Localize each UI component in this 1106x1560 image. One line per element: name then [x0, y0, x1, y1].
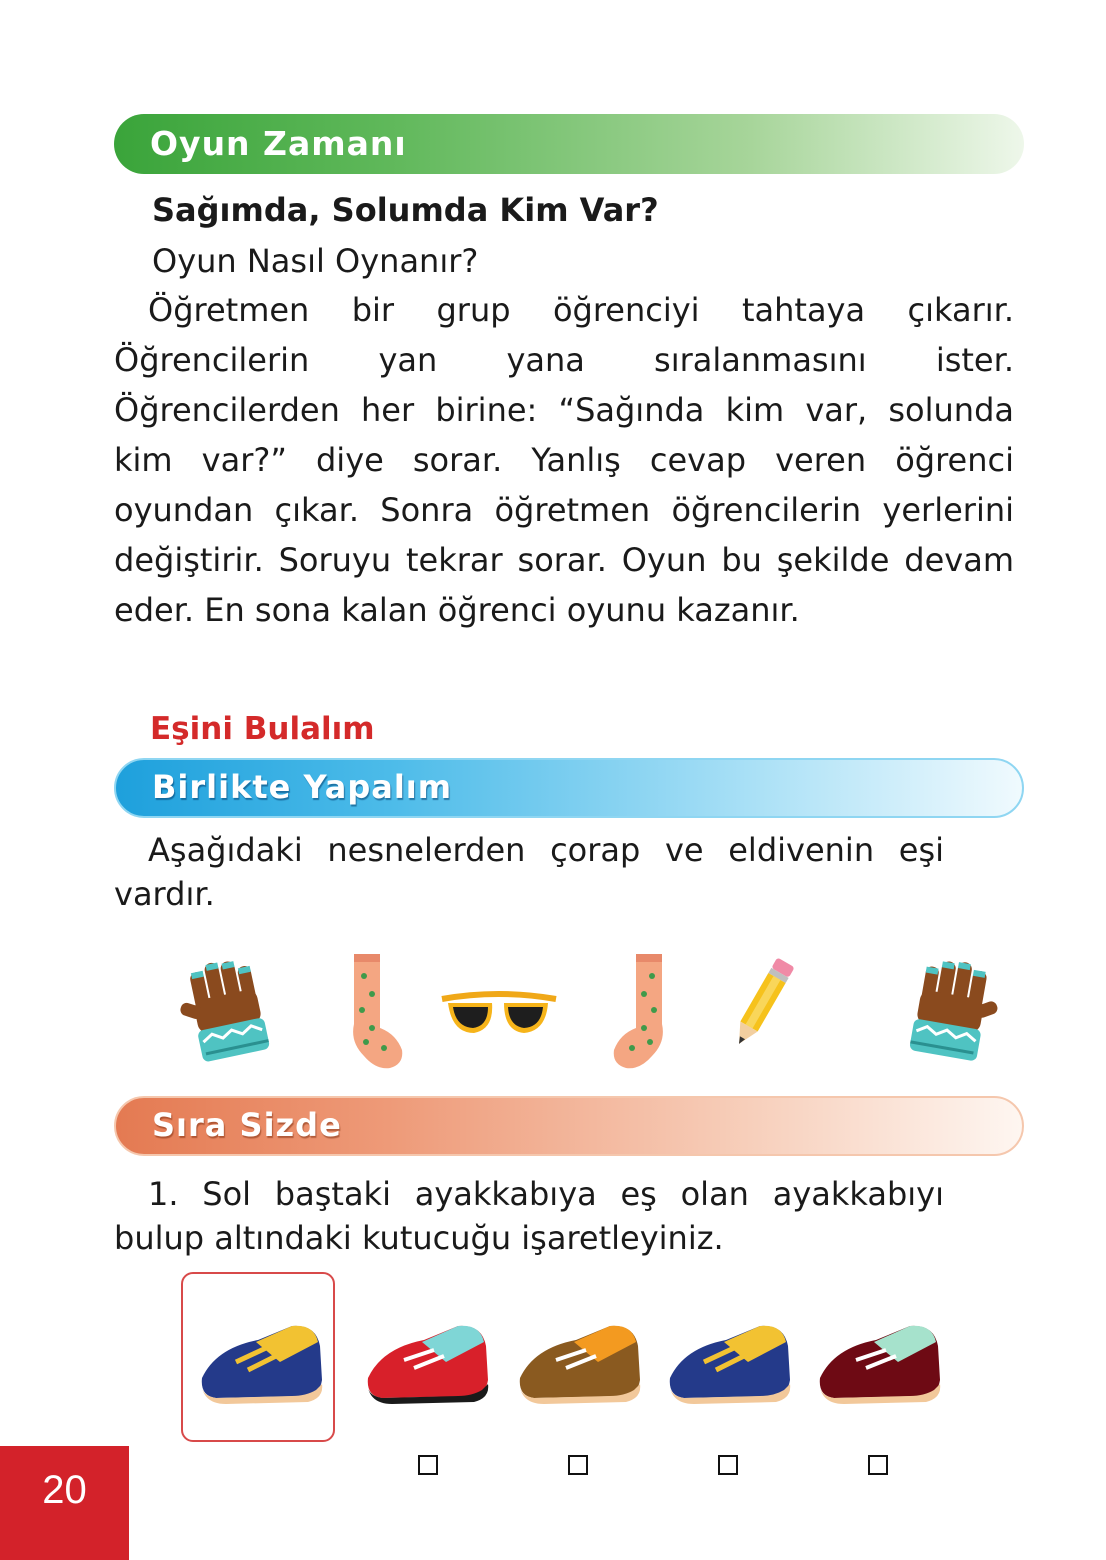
- game-subtitle: Oyun Nasıl Oynanır?: [152, 242, 479, 280]
- pencil-icon: [724, 954, 800, 1054]
- shoe-icon: [514, 1318, 648, 1410]
- section-banner-birlikte-yapalim: [114, 758, 1024, 818]
- game-instructions: Öğretmen bir grup öğrenciyi tahtaya çıkarır. Öğrencilerin yan yana sıralanmasını ister. Öğrencilerden her birine: “Sağında kim var, solunda kim var?” diye sorar. Yanlış cevap veren öğrenci oyundan çıkar. Sonra öğretmen öğrencilerin yerlerini değiştirir. Soruyu tekrar sorar. Oyun bu şekilde devam eder. En sona kalan öğrenci oyunu kazanır.: [114, 291, 1014, 629]
- section-heading-esini-bulalim: Eşini Bulalım: [150, 711, 375, 747]
- banner-title: Birlikte Yapalım: [152, 768, 453, 806]
- sock-icon: [346, 950, 412, 1074]
- shoe-icon: [664, 1318, 798, 1410]
- shoe-checkbox-5[interactable]: [868, 1455, 888, 1475]
- section-banner-sira-sizde: [114, 1096, 1024, 1156]
- glove-icon: [180, 958, 280, 1064]
- shoe-checkbox-3[interactable]: [568, 1455, 588, 1475]
- matching-instruction: Aşağıdaki nesnelerden çorap ve eldivenin eşi vardır.: [114, 831, 944, 913]
- task-instruction: 1. Sol baştaki ayakkabıya eş olan ayakkabıyı bulup altındaki kutucuğu işaretleyiniz.: [114, 1175, 944, 1257]
- sock-icon: [604, 950, 670, 1074]
- banner-title: Sıra Sizde: [152, 1106, 342, 1144]
- glove-icon: [898, 958, 998, 1064]
- game-title: Sağımda, Solumda Kim Var?: [152, 191, 659, 229]
- page-number: 20: [42, 1468, 87, 1512]
- section-banner-oyun-zamani: [114, 114, 1024, 174]
- shoe-icon: [362, 1318, 496, 1410]
- shoe-checkbox-2[interactable]: [418, 1455, 438, 1475]
- sunglasses-icon: [440, 985, 558, 1041]
- shoe-checkbox-4[interactable]: [718, 1455, 738, 1475]
- banner-title: Oyun Zamanı: [150, 124, 407, 163]
- shoe-icon: [814, 1318, 948, 1410]
- shoe-icon: [196, 1318, 330, 1410]
